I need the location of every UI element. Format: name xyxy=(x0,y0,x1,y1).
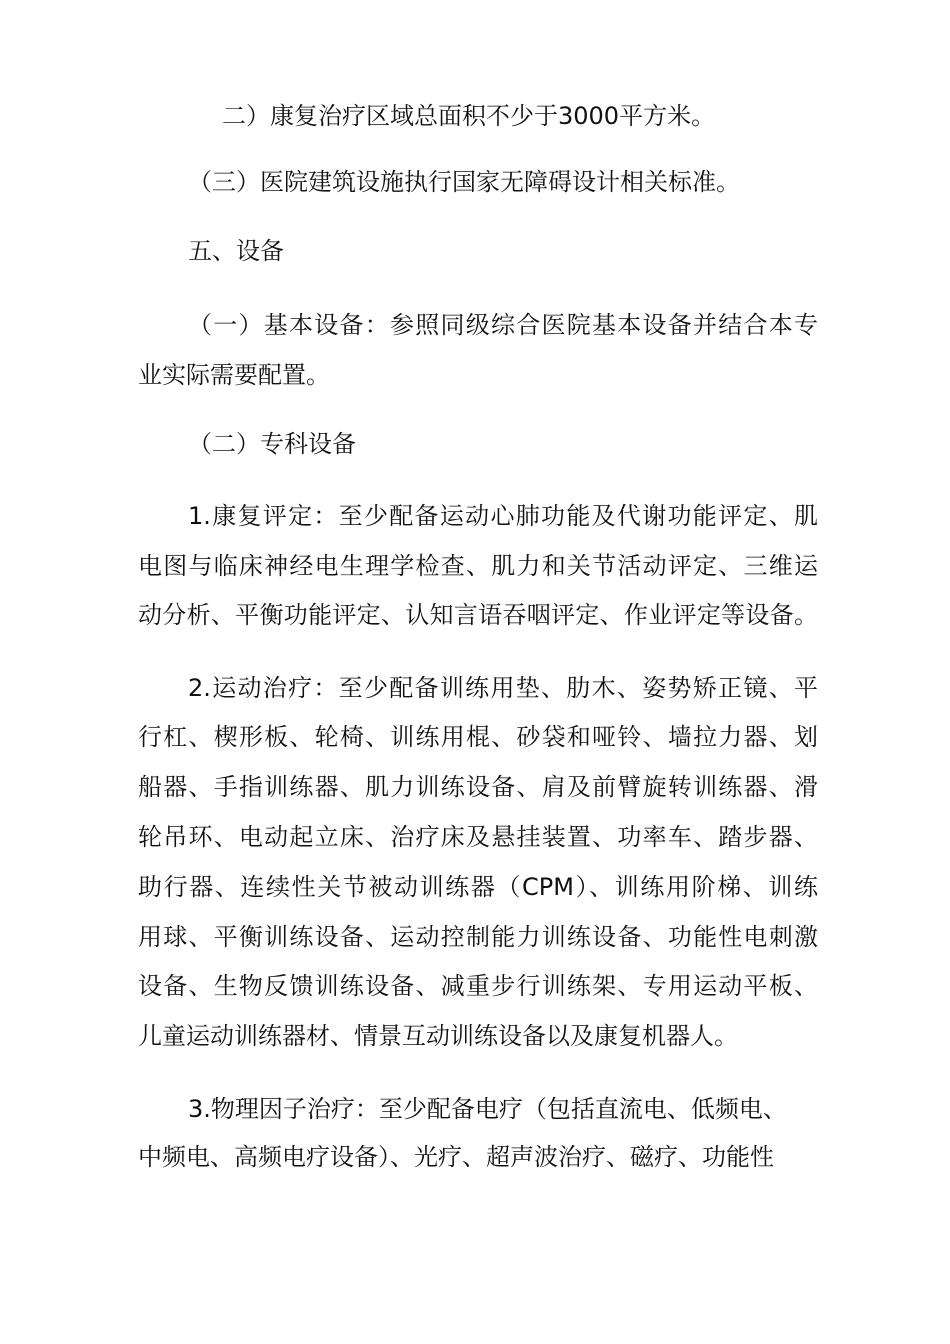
text-line: 助行器、连续性关节被动训练器（CPM）、训练用阶梯、训练 xyxy=(138,873,818,901)
text-line: 1.康复评定：至少配备运动心肺功能及代谢功能评定、肌 xyxy=(188,502,818,530)
text-line: （一）基本设备：参照同级综合医院基本设备并结合本专 xyxy=(188,311,818,339)
text-line: 动分析、平衡功能评定、认知言语吞咽评定、作业评定等设备。 xyxy=(138,601,818,629)
text-line: 业实际需要配置。 xyxy=(138,361,330,389)
text-line: （三）医院建筑设施执行国家无障碍设计相关标准。 xyxy=(188,168,740,196)
text-line: 儿童运动训练器材、情景互动训练设备以及康复机器人。 xyxy=(138,1022,738,1050)
text-line: 行杠、楔形板、轮椅、训练用棍、砂袋和哑铃、墙拉力器、划 xyxy=(138,723,818,751)
text-line: 2.运动治疗：至少配备训练用垫、肋木、姿势矫正镜、平 xyxy=(188,674,818,702)
text-line: 二）康复治疗区域总面积不少于3000平方米。 xyxy=(222,102,716,130)
text-line: 3.物理因子治疗：至少配备电疗（包括直流电、低频电、 xyxy=(188,1095,787,1123)
text-line: 设备、生物反馈训练设备、减重步行训练架、专用运动平板、 xyxy=(138,972,818,1000)
section-heading: 五、设备 xyxy=(188,237,284,265)
subsection-heading: （二）专科设备 xyxy=(188,430,356,458)
text-line: 用球、平衡训练设备、运动控制能力训练设备、功能性电刺激 xyxy=(138,923,818,951)
text-line: 船器、手指训练器、肌力训练设备、肩及前臂旋转训练器、滑 xyxy=(138,773,818,801)
text-line: 轮吊环、电动起立床、治疗床及悬挂装置、功率车、踏步器、 xyxy=(138,823,818,851)
text-line: 中频电、高频电疗设备）、光疗、超声波治疗、磁疗、功能性 xyxy=(138,1143,774,1171)
text-line: 电图与临床神经电生理学检查、肌力和关节活动评定、三维运 xyxy=(138,552,818,580)
